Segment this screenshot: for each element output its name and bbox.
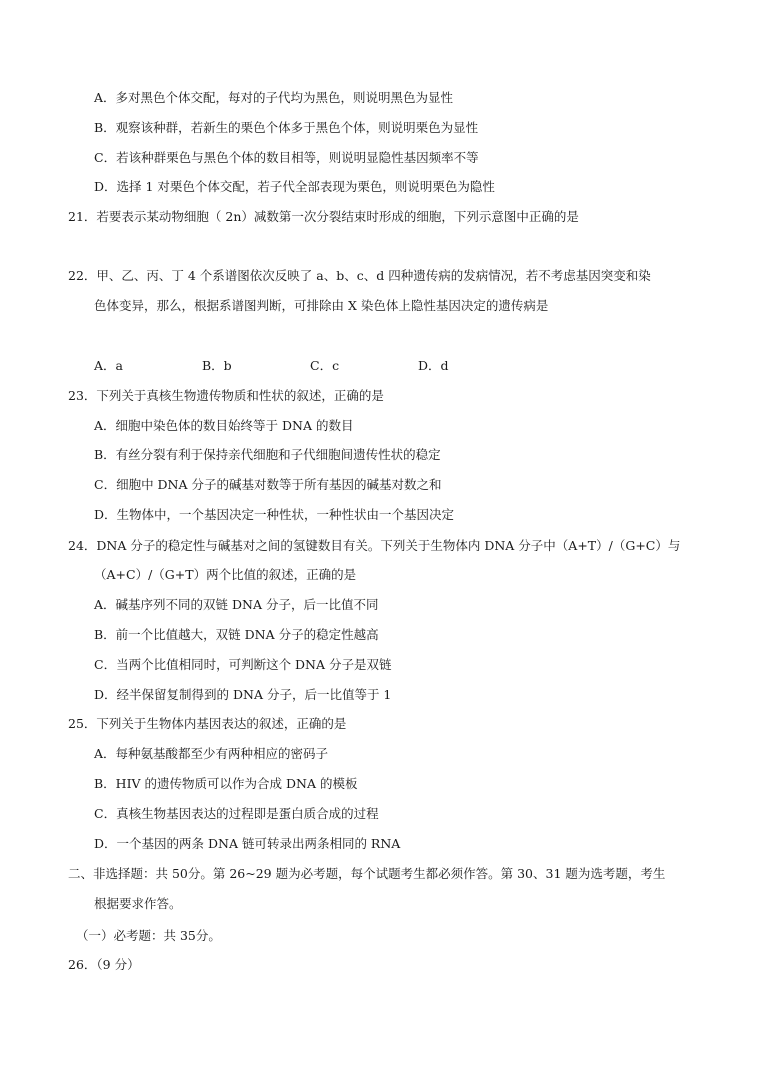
q25-option-d: D．一个基因的两条 DNA 链可转录出两条相同的 RNA [94, 836, 401, 851]
subsection-required: （一）必考题：共 35分。 [76, 928, 221, 943]
q23-option-c: C．细胞中 DNA 分子的碱基对数等于所有基因的碱基对数之和 [94, 477, 442, 492]
q25-option-b: B．HIV 的遗传物质可以作为合成 DNA 的模板 [94, 776, 358, 791]
q22-option-b: B．b [202, 358, 232, 373]
q20-option-c: C．若该种群栗色与黑色个体的数目相等，则说明显隐性基因频率不等 [94, 150, 479, 165]
q20-option-d: D．选择 1 对栗色个体交配，若子代全部表现为栗色，则说明栗色为隐性 [94, 179, 495, 194]
q22-option-c: C．c [310, 358, 340, 373]
question-22-line1: 22．甲、乙、丙、丁 4 个系谱图依次反映了 a、b、c、d 四种遗传病的发病情况，若不考虑基因突变和染 [68, 268, 651, 283]
q22-option-d: D．d [418, 358, 449, 373]
q23-option-d: D．生物体中，一个基因决定一种性状，一种性状由一个基因决定 [94, 507, 455, 522]
section-2-heading-line1: 二、非选择题：共 50分。第 26~29 题为必考题，每个试题考生都必须作答。第 30、31 题为选考题，考生 [68, 866, 666, 881]
question-21: 21．若要表示某动物细胞（ 2n）减数第一次分裂结束时形成的细胞，下列示意图中正确的是 [68, 209, 579, 224]
q24-option-b: B．前一个比值越大，双链 DNA 分子的稳定性越高 [94, 627, 379, 642]
q20-option-b: B．观察该种群，若新生的栗色个体多于黑色个体，则说明栗色为显性 [94, 120, 479, 135]
question-22-line2: 色体变异，那么，根据系谱图判断，可排除由 X 染色体上隐性基因决定的遗传病是 [94, 298, 549, 313]
q24-option-d: D．经半保留复制得到的 DNA 分子，后一比值等于 1 [94, 687, 392, 702]
question-24-line1: 24．DNA 分子的稳定性与碱基对之间的氢键数目有关。下列关于生物体内 DNA 分子中（A+T）/（G+C）与 [68, 538, 681, 553]
q23-option-b: B．有丝分裂有利于保持亲代细胞和子代细胞间遗传性状的稳定 [94, 447, 441, 462]
q22-options-row [94, 358, 526, 374]
q23-option-a: A．细胞中染色体的数目始终等于 DNA 的数目 [94, 418, 354, 433]
q24-option-c: C．当两个比值相同时，可判断这个 DNA 分子是双链 [94, 657, 392, 672]
question-24-line2: （A+C）/（G+T）两个比值的叙述，正确的是 [94, 567, 357, 582]
q25-option-c: C．真核生物基因表达的过程即是蛋白质合成的过程 [94, 806, 379, 821]
q25-option-a: A．每种氨基酸都至少有两种相应的密码子 [94, 746, 329, 761]
question-23: 23．下列关于真核生物遗传物质和性状的叙述，正确的是 [68, 388, 384, 403]
section-2-heading-line2: 根据要求作答。 [94, 896, 182, 911]
question-25: 25．下列关于生物体内基因表达的叙述，正确的是 [68, 716, 347, 731]
q22-option-a: A．a [94, 358, 123, 373]
q24-option-a: A．碱基序列不同的双链 DNA 分子，后一比值不同 [94, 597, 379, 612]
question-26: 26．（9 分） [68, 957, 140, 972]
q20-option-a: A．多对黑色个体交配，每对的子代均为黑色，则说明黑色为显性 [94, 90, 454, 105]
